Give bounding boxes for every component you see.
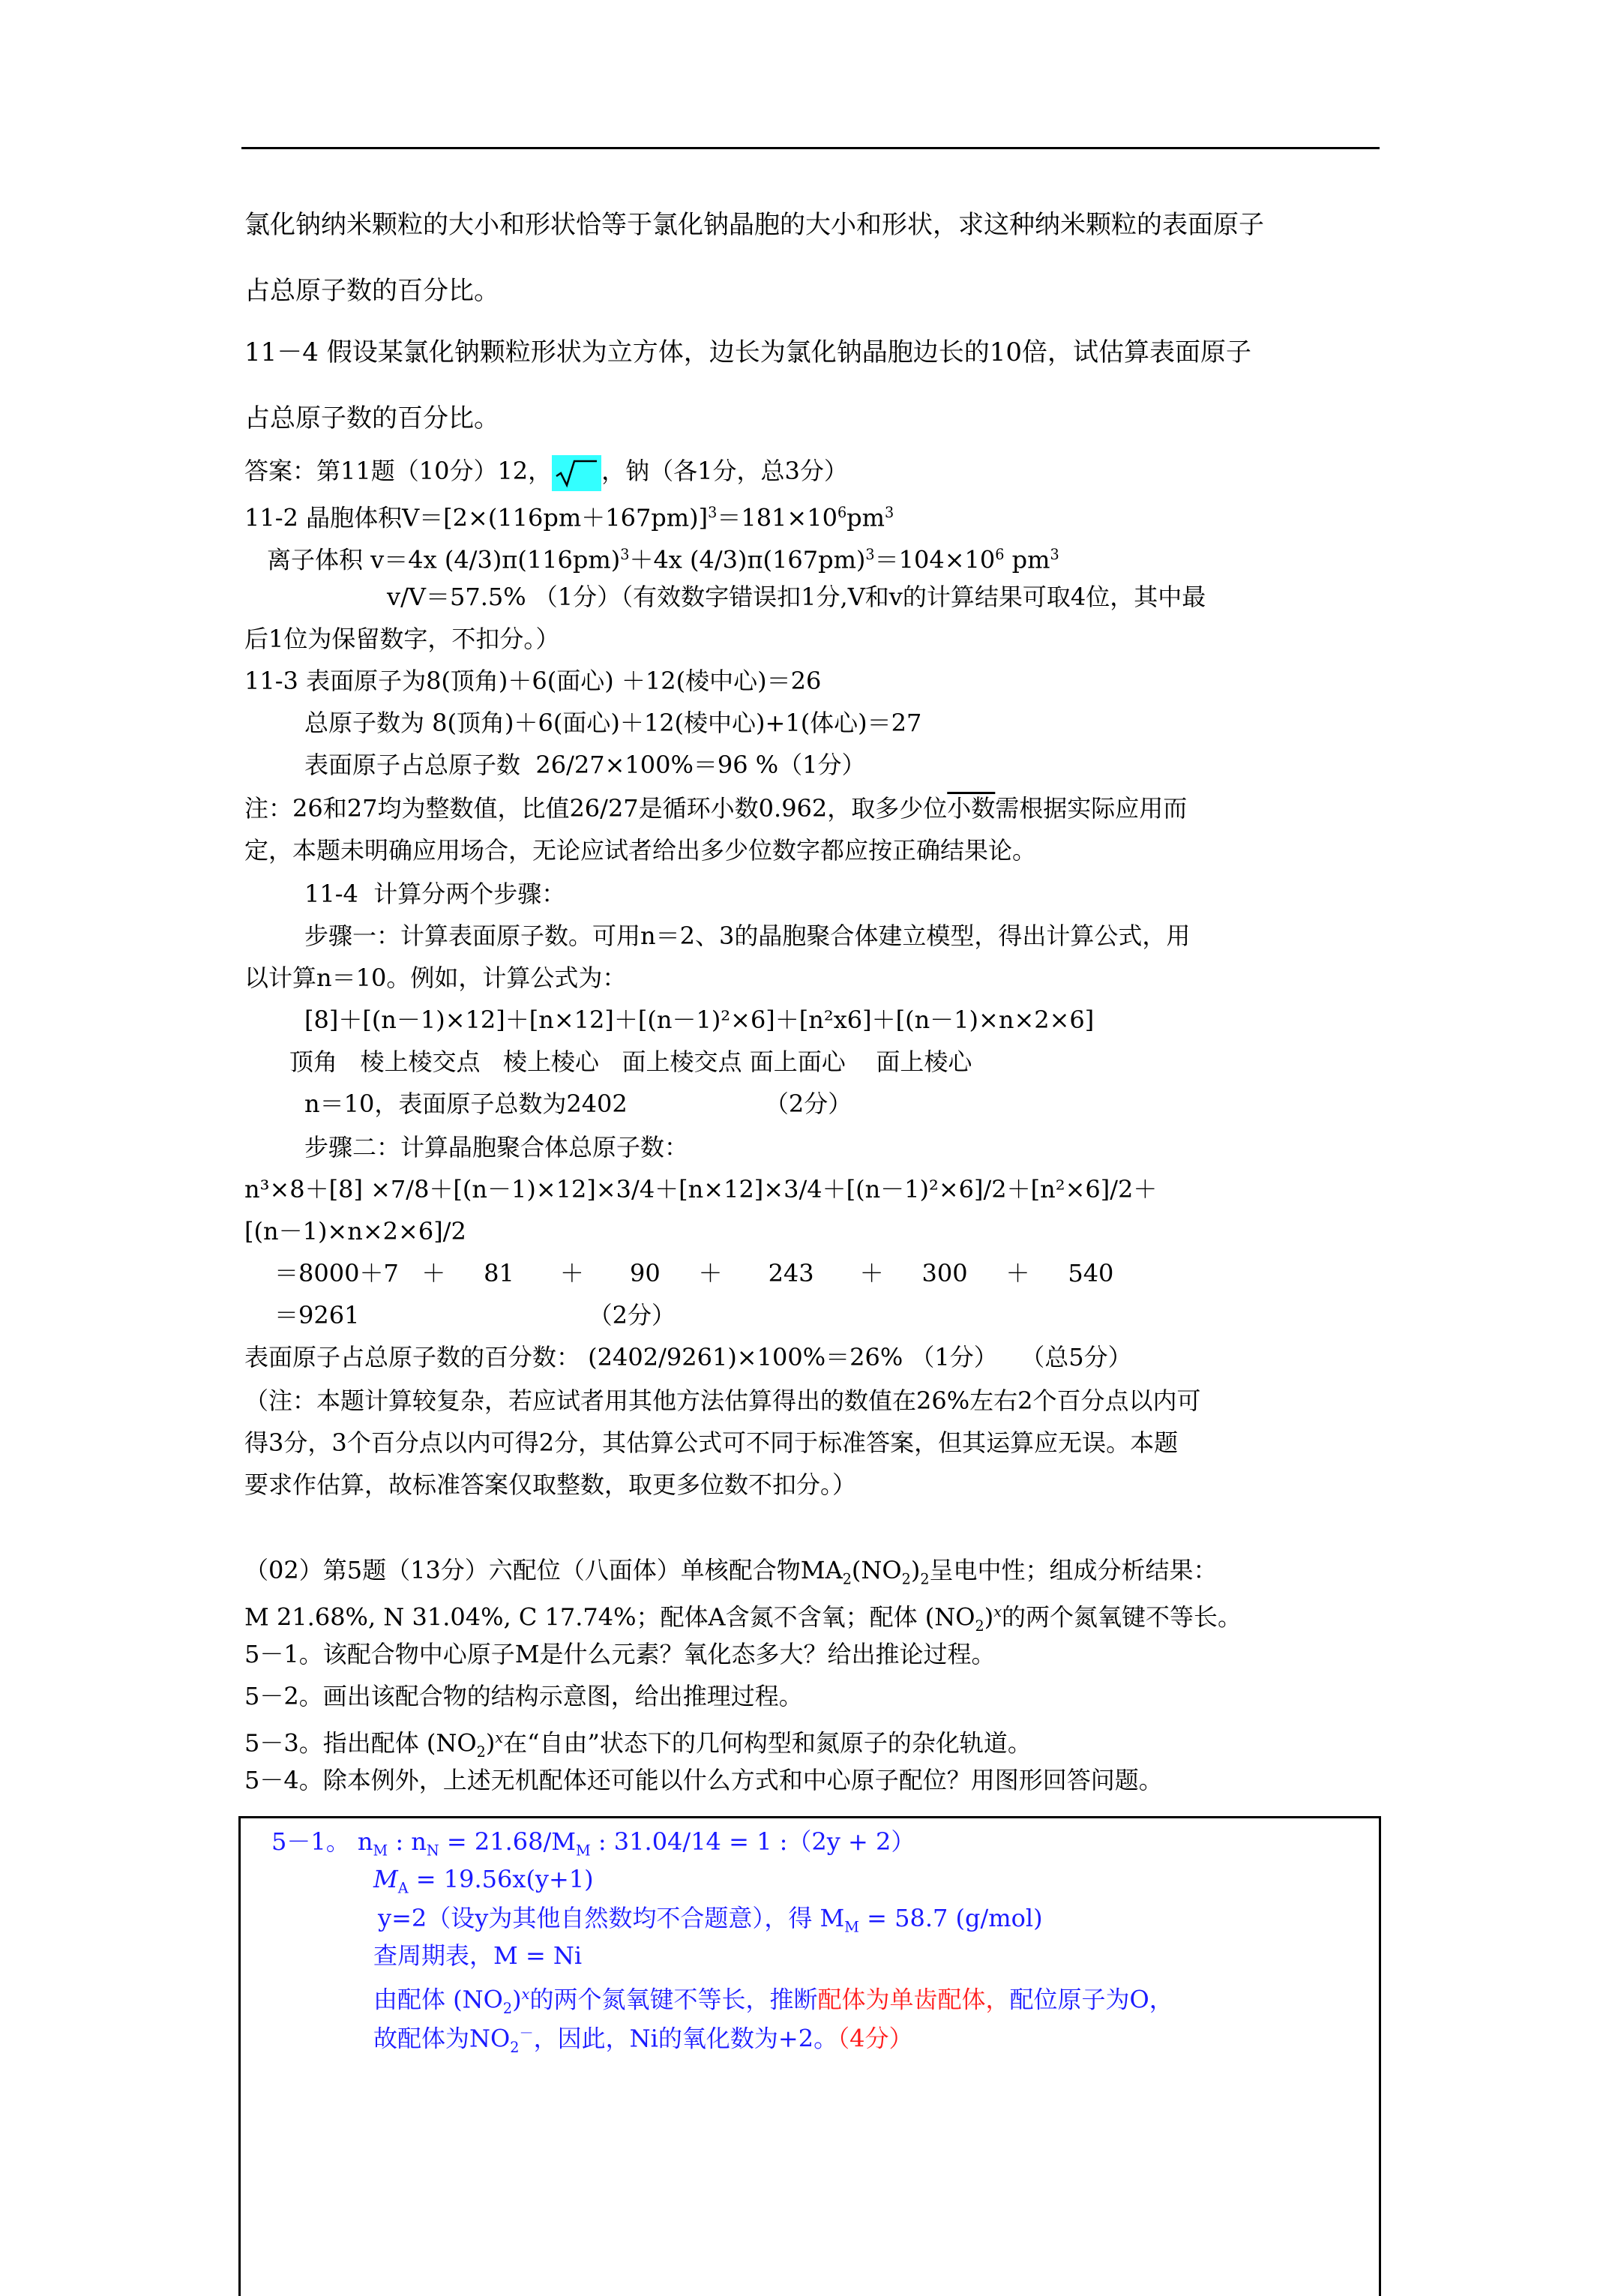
answer5-text: 的两个氮氧键不等长，推断 [529, 1985, 818, 2014]
answer-line: （注：本题计算较复杂，若应试者用其他方法估算得出的数值在26%左右2个百分点以内可 [244, 1386, 1201, 1415]
answer-line: v/V＝57.5% （1分）（有效数字错误扣1分,V和v的计算结果可取4位，其中最 [387, 583, 1206, 611]
answer-text: ＝181×10 [717, 503, 837, 532]
answer-line: 表面原子占总原子数的百分数： (2402/9261)×100%＝26% （1分） （总5分） [244, 1343, 1132, 1371]
answer-text: 离子体积 v＝4x (4/3)π(116pm) [267, 545, 621, 574]
answer5-line: 查周期表，M = Ni [373, 1941, 583, 1970]
answer5-text: ，因此，Ni的氧化数为+2。 [533, 2024, 838, 2053]
answer5-line: 由配体 $(NO_2)^x$的两个氮氧键不等长，推断配体为单齿配体，配位原子为O， [373, 1985, 1173, 2018]
answer-line: 步骤二：计算晶胞聚合体总原子数： [304, 1133, 689, 1161]
formula-line: ＝9261 （2分） [274, 1301, 676, 1329]
answer-text: 需根据实际应用而 [995, 794, 1188, 823]
answer-line [244, 454, 848, 491]
answer5-text: 故配体为NO [373, 2024, 511, 2053]
answer-text: pm [846, 503, 885, 532]
answer-line [244, 792, 1187, 825]
answer-line: 11-3 表面原子为8(顶角)＋6(面心) ＋12(棱中心)＝26 [244, 667, 822, 695]
problem-text: 在“自由”状态下的几何构型和氮原子的杂化轨道。 [503, 1728, 1032, 1758]
answer5-text: M [373, 1865, 398, 1893]
answer5-red-text: （4分） [837, 2024, 913, 2053]
problem-line: 5－4。除本例外，上述无机配体还可能以什么方式和中心原子配位？用图形回答问题。 [244, 1766, 1163, 1794]
answer-text: ，钠（各1分，总3分） [601, 457, 848, 485]
answer-text: ＝104×10 [874, 545, 996, 574]
answer5-line: 故配体为$NO_2^-$，因此，Ni的氧化数为+2。（4分） [373, 2024, 913, 2057]
problem-text: ) [485, 1728, 496, 1758]
formula-line: ＝8000＋7 ＋ 81 ＋ 90 ＋ 243 ＋ 300 ＋ 540 [274, 1259, 1114, 1287]
answer-text: 答案：第11题（10分）12， [244, 457, 553, 485]
answer-line: 定，本题未明确应用场合，无论应试者给出多少位数字都应按正确结果论。 [244, 836, 1037, 865]
superscript-x: x [993, 1603, 1002, 1620]
text-line: 占总原子数的百分比。 [244, 403, 499, 433]
answer-line: 离子体积 v＝4x $(4/3)\pi(116pm)^3+4x$ $(4/3)\pi(167pm)^3=104\times 10^6$ $pm^3$ [267, 545, 1059, 574]
answer-line: 后1位为保留数字，不扣分。） [244, 625, 560, 653]
header-rule [241, 147, 1380, 149]
answer-line: 11-4 计算分两个步骤： [304, 880, 566, 908]
subscript: M [576, 1842, 591, 1860]
answer5-text: = 58.7 (g/mol) [858, 1904, 1043, 1932]
problem-text: （02）第5题（13分）六配位（八面体）单核配合物MA [244, 1556, 843, 1584]
answer5-text: ) [512, 1985, 522, 2014]
sqrt-highlight [552, 455, 601, 491]
answer5-text: 5－1。 n [271, 1827, 373, 1856]
problem-text: 5－3。指出配体 (NO [244, 1728, 477, 1758]
sqrt-icon [555, 458, 598, 488]
answer5-text: y=2（设y为其他自然数均不合题意），得 M [378, 1904, 845, 1932]
problem-line: 5－3。指出配体 $(NO_2)^x$在“自由”状态下的几何构型和氮原子的杂化轨道。 [244, 1728, 1032, 1761]
subscript: N [426, 1842, 439, 1860]
answer-line: 要求作估算，故标准答案仅取整数，取更多位数不扣分。） [244, 1470, 857, 1499]
answer-text: ＋4x (4/3)π(167pm) [629, 545, 866, 574]
answer-line: n＝10，表面原子总数为2402 （2分） [304, 1090, 852, 1118]
formula-labels: 顶角 棱上棱交点 棱上棱心 面上棱交点 面上面心 面上棱心 [289, 1048, 972, 1076]
problem-text: ) [910, 1556, 921, 1584]
answer-line: 得3分，3个百分点以内可得2分，其估算公式可不同于标准答案，但其运算应无误。本题 [244, 1428, 1179, 1457]
problem-line: M 21.68%, N 31.04%, C 17.74%；配体A含氮不含氧；配体 $(NO_2)^x$的两个氮氧键不等长。 [244, 1602, 1242, 1635]
answer-text: 11-2 晶胞体积V＝[2×(116pm＋167pm)] [244, 503, 709, 532]
formula-line: n³×8＋[8] ×7/8＋[(n－1)×12]×3/4＋[n×12]×3/4＋[(n－1)²×6]/2＋[n²×6]/2＋ [244, 1175, 1158, 1203]
formula-line: [8]＋[(n－1)×12]＋[n×12]＋[(n－1)²×6]＋[n²x6]＋[(n－1)×n×2×6] [304, 1006, 1095, 1034]
text-line: 11－4 假设某氯化钠颗粒形状为立方体，边长为氯化钠晶胞边长的10倍，试估算表面原子 [244, 337, 1251, 367]
answer-line: 11-2 晶胞体积$V=[2\times(116pm+167pm)]^3=181\times 10^6pm^3$ [244, 503, 894, 532]
answer5-text: = 21.68/M [439, 1827, 577, 1856]
answer5-text: : 31.04/14 = 1 :（2y + 2） [590, 1827, 915, 1856]
subscript: A [397, 1879, 409, 1897]
problem-line: （02）第5题（13分）六配位（八面体）单核配合物$MA_2(NO_2)_2$呈电中性；组成分析结果： [244, 1556, 1218, 1588]
answer5-text: 配位原子为O， [1009, 1985, 1173, 2014]
problem-line: 5－1。该配合物中心原子M是什么元素？氧化态多大？给出推论过程。 [244, 1640, 996, 1668]
answer5-line [373, 1863, 594, 1905]
answer5-text: = 19.56x(y+1) [408, 1865, 594, 1893]
answer-line: 以计算n＝10。例如，计算公式为： [244, 964, 627, 992]
text-line: 氯化钠纳米颗粒的大小和形状恰等于氯化钠晶胞的大小和形状，求这种纳米颗粒的表面原子 [244, 210, 1264, 240]
answer-text: pm [1004, 545, 1050, 574]
answer5-line [378, 1902, 1043, 1944]
formula-line: [(n－1)×n×2×6]/2 [244, 1217, 466, 1245]
superscript-x: x [495, 1729, 504, 1746]
superscript-x: x [521, 1986, 530, 2003]
answer-line: 步骤一：计算表面原子数。可用n＝2、3的晶胞聚合体建立模型，得出计算公式，用 [304, 922, 1191, 950]
answer-line: 表面原子占总原子数 26/27×100%＝96 %（1分） [304, 751, 866, 779]
answer5-text: 由配体 (NO [373, 1985, 503, 2014]
answer-line: 总原子数为 8(顶角)＋6(面心)＋12(棱中心)+1(体心)＝27 [304, 709, 922, 737]
answer5-red-text: 配体为单齿配体， [817, 1985, 1010, 2014]
answer5-text: : n [388, 1827, 427, 1856]
subscript: M [373, 1842, 388, 1860]
superscript-minus: － [519, 2025, 534, 2042]
overlined-text: 小数 [947, 794, 996, 823]
problem-text: M 21.68%, N 31.04%, C 17.74%；配体A含氮不含氧；配体 (NO [244, 1602, 975, 1632]
problem-text: (NO [851, 1556, 902, 1584]
subscript: M [844, 1918, 859, 1936]
text-line: 占总原子数的百分比。 [244, 276, 499, 306]
problem-line: 5－2。画出该配合物的结构示意图，给出推理过程。 [244, 1682, 803, 1710]
answer5-line [271, 1825, 915, 1867]
problem-text: ) [984, 1602, 994, 1632]
answer-text: 注：26和27均为整数值，比值26/27是循环小数0.962，取多少位 [244, 794, 948, 823]
problem-text: 的两个氮氧键不等长。 [1002, 1602, 1242, 1632]
problem-text: 呈电中性；组成分析结果： [929, 1556, 1218, 1584]
